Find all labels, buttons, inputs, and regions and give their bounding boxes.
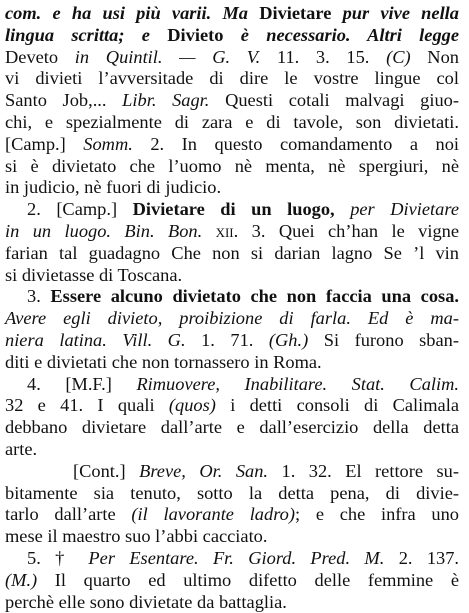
text-run: è necessario. Altri legge (240, 24, 459, 45)
text-line (5, 570, 459, 592)
text-run: vi divieti l’avversitade di dire le vostre lingue col (5, 68, 459, 89)
text-run: pur vive nella (342, 3, 459, 23)
text-run: xii. (215, 220, 252, 241)
text-run: Non (427, 46, 459, 67)
text-run: (il lavorante ladro) (131, 504, 295, 525)
text-run: i detti consoli di Calimala (230, 395, 459, 416)
text-line (5, 374, 459, 396)
text-line (5, 548, 459, 570)
text-run: perchè elle sono divietate da battaglia. (5, 591, 287, 612)
text-run: Santo Job,... (5, 90, 123, 111)
text-run: per Divietare (350, 199, 459, 220)
text-line (5, 461, 459, 483)
text-run: (M.) (5, 569, 55, 590)
text-run: [Camp.] (5, 133, 84, 154)
text-run: bitamente sia tenuto, sotto la detta pena, di divie- (5, 482, 459, 503)
text-run: si è divietato che l’uomo nè menta, nè spergiuri, nè (5, 155, 459, 176)
text-run: Divietare (259, 3, 343, 23)
text-run: 3. Quei ch’han le vigne (251, 220, 459, 241)
text-line (5, 68, 459, 90)
text-line (5, 199, 459, 221)
text-line (5, 592, 459, 613)
text-run: 32 e 41. I quali (5, 395, 169, 416)
text-run: arte. (5, 438, 38, 459)
text-run: Deveto (5, 46, 75, 67)
text-run: diti e divietati che non tornassero in Roma. (5, 351, 322, 372)
text-run: com. e ha usi più varii. Ma (5, 3, 260, 23)
text-run: 2. [Camp.] (27, 199, 133, 220)
text-run: si divietasse di Toscana. (5, 264, 183, 285)
text-run: Avere egli divieto, proibizione di farla. Ed è ma- (5, 308, 459, 329)
text-run: 4. [M.F.] (27, 373, 137, 394)
text-line (5, 112, 459, 134)
text-line (5, 483, 459, 505)
text-run: 5. † (27, 547, 89, 568)
text-run: Essere alcuno divietato che non faccia una cosa. (50, 286, 459, 307)
text-line (5, 286, 459, 308)
text-line (5, 439, 459, 461)
text-run: Somm. (83, 133, 151, 154)
text-line (5, 90, 459, 112)
text-run: 1. 32. El rettore su- (281, 460, 459, 481)
text-run: Questi cotali malvagi giuo- (225, 90, 459, 111)
text-run: chi, e spezialmente di zara e di tavole, son divietati. (5, 111, 459, 132)
text-run: (C) (386, 46, 428, 67)
text-line (5, 177, 459, 199)
text-line (5, 395, 459, 417)
text-run: Divieto (167, 24, 241, 45)
text-run: [Cont.] (73, 460, 140, 481)
text-run: niera latina. Vill. G. (5, 329, 202, 350)
text-run: in un luogo. Bin. Bon. (5, 220, 216, 241)
text-line (5, 134, 459, 156)
text-run: mese il maestro suo l’abbi cacciato. (5, 526, 268, 547)
text-line (5, 47, 459, 69)
text-line (5, 526, 459, 548)
text-run: ; e che infra uno (295, 504, 459, 525)
text-run: Per Esentare. Fr. Giord. Pred. M. (88, 547, 399, 568)
text-run: Libr. Sagr. (122, 90, 226, 111)
text-run: in Quintil. — G. V. (74, 46, 277, 67)
text-run: Breve, Or. San. (139, 460, 282, 481)
text-run: debbano divietare dall’arte e dall’esercizio della detta (5, 417, 459, 438)
text-run: 11. 3. 15. (276, 46, 387, 67)
text-line (5, 308, 459, 330)
text-line (5, 417, 459, 439)
text-line (5, 330, 459, 352)
text-run: Divietare di un luogo, (132, 199, 351, 220)
text-run: (quos) (168, 395, 231, 416)
text-run: 1. 71. (201, 329, 269, 350)
text-line (5, 504, 459, 526)
text-line (5, 3, 459, 25)
text-run: lingua scritta; e (5, 24, 168, 45)
text-line (5, 25, 459, 47)
text-line (5, 221, 459, 243)
text-run: 2. In questo comandamento a noi (150, 133, 459, 154)
text-run: Si furono sban- (323, 329, 459, 350)
text-run: 2. 137. (398, 547, 460, 568)
text-run: in judicio, nè fuori di judicio. (5, 177, 222, 198)
text-run: tarlo dall’arte (5, 504, 132, 525)
entry-text (5, 3, 459, 613)
text-run: farian tal guadagno Che non si darian lagno Se ’l vin (5, 242, 459, 263)
text-run: Rimuovere, Inabilitare. Stat. Calim. (136, 373, 459, 394)
text-line (5, 352, 459, 374)
text-line (5, 243, 459, 265)
text-run: Il quarto ed ultimo difetto delle femmine è (54, 569, 460, 590)
text-line (5, 156, 459, 178)
text-run: 3. (27, 286, 51, 307)
text-run: (Gh.) (268, 329, 324, 350)
text-line (5, 265, 459, 287)
